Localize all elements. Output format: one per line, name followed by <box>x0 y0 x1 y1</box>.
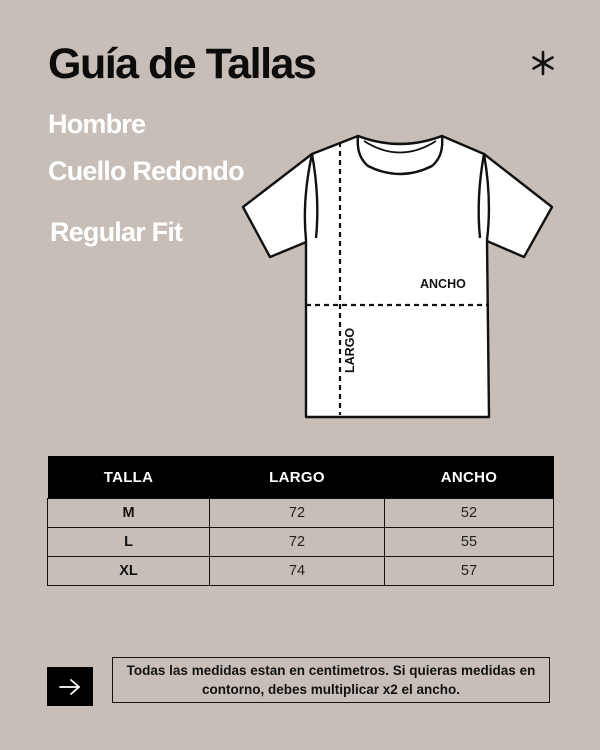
cell-largo: 72 <box>210 499 385 528</box>
subtitle-neck: Cuello Redondo <box>48 156 244 186</box>
cell-ancho: 57 <box>385 557 554 586</box>
header-largo: LARGO <box>210 456 385 499</box>
width-label: ANCHO <box>420 277 466 291</box>
cell-largo: 72 <box>210 528 385 557</box>
table-header-row <box>48 456 554 499</box>
table-row <box>48 557 554 586</box>
subtitle-fit: Regular Fit <box>50 217 183 247</box>
tshirt-diagram <box>236 130 558 425</box>
cell-size: XL <box>48 557 210 586</box>
measurement-note <box>112 657 550 703</box>
table-row <box>48 528 554 557</box>
cell-ancho: 55 <box>385 528 554 557</box>
length-label: LARGO <box>343 327 357 373</box>
asterisk-icon <box>528 48 558 78</box>
note-text: Todas las medidas estan en centimetros. Si quieras medidas en contorno, debes multiplicar x2 el ancho. <box>126 663 536 697</box>
tshirt-icon <box>243 136 552 417</box>
cell-largo: 74 <box>210 557 385 586</box>
page-title: Guía de Tallas <box>48 40 316 88</box>
subtitle-gender: Hombre <box>48 109 146 139</box>
cell-ancho: 52 <box>385 499 554 528</box>
size-table <box>47 456 554 586</box>
cell-size: L <box>48 528 210 557</box>
header-ancho: ANCHO <box>385 456 554 499</box>
table-row <box>48 499 554 528</box>
header-talla: TALLA <box>48 456 210 499</box>
cell-size: M <box>48 499 210 528</box>
arrow-right-icon <box>47 667 93 706</box>
